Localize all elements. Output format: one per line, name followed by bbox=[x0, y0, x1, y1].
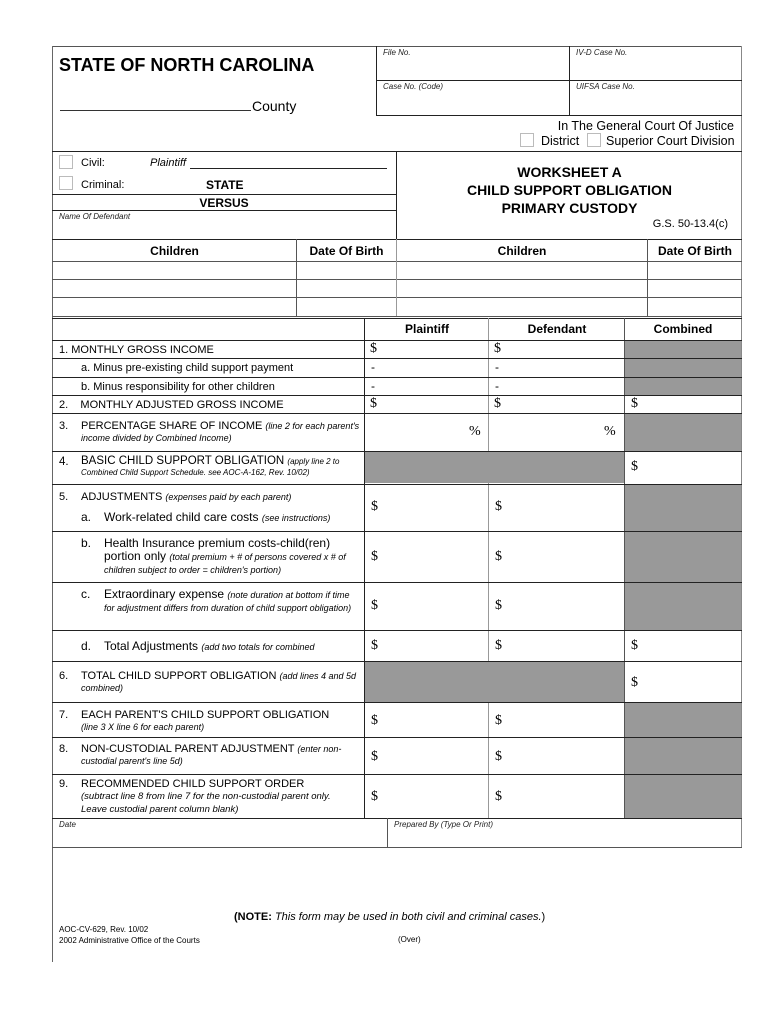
row-line bbox=[52, 661, 742, 662]
children-header-1: Children bbox=[150, 244, 199, 258]
children-header-2: Children bbox=[497, 244, 547, 258]
row-1a-defendant-input[interactable] bbox=[506, 361, 620, 375]
children-col-2 bbox=[396, 239, 397, 316]
row-line bbox=[52, 358, 742, 359]
row-1b-plaintiff-input[interactable] bbox=[382, 379, 484, 393]
combined-shade-7-9 bbox=[625, 702, 741, 818]
row-1-defendant-input[interactable] bbox=[506, 342, 620, 356]
row-5c-plaintiff-dollar: $ bbox=[371, 598, 378, 613]
county-underline bbox=[60, 110, 251, 111]
row-4-combined-dollar: $ bbox=[631, 459, 638, 474]
ivd-case-input[interactable] bbox=[576, 60, 736, 76]
row-1-label bbox=[59, 344, 214, 356]
row-5-label bbox=[59, 491, 292, 503]
footer-note-text: This form may be used in both civil and criminal cases. bbox=[271, 911, 542, 923]
combined-shade-1 bbox=[625, 340, 741, 396]
criminal-label: Criminal: bbox=[81, 179, 125, 191]
row-5-num: 5. bbox=[59, 491, 69, 503]
row-5d-note: (add two totals for combined bbox=[201, 642, 315, 652]
defendant-name-label: Name Of Defendant bbox=[59, 212, 131, 221]
title-line2: CHILD SUPPORT OBLIGATION bbox=[466, 182, 673, 198]
row-line bbox=[52, 702, 742, 703]
combined-col-header: Combined bbox=[653, 322, 713, 336]
footer-note-close: ) bbox=[541, 911, 546, 923]
row-2-combined-dollar: $ bbox=[631, 396, 638, 411]
row-4-combined-input[interactable] bbox=[643, 460, 737, 476]
row-6-note: (add lines 4 and 5d combined) bbox=[81, 671, 357, 693]
row-5c-label bbox=[81, 587, 361, 613]
child-name-input[interactable] bbox=[400, 299, 644, 314]
ws-col-line-2 bbox=[488, 318, 489, 818]
row-5c-plaintiff-input[interactable] bbox=[383, 599, 484, 615]
worksheet-title bbox=[397, 163, 742, 217]
row-5a-defendant-dollar: $ bbox=[495, 499, 502, 514]
row-1-plaintiff-input[interactable] bbox=[382, 342, 484, 356]
row-7-text: EACH PARENT'S CHILD SUPPORT OBLIGATION bbox=[81, 709, 330, 721]
superior-label: Superior Court Division bbox=[606, 134, 735, 148]
row-5b-plaintiff-dollar: $ bbox=[371, 549, 378, 564]
versus-bottom-line bbox=[52, 210, 396, 211]
case-code-input[interactable] bbox=[383, 94, 563, 110]
ws-col-line-1 bbox=[364, 318, 365, 818]
row-5d-combined-dollar: $ bbox=[631, 638, 638, 653]
child-dob-input[interactable] bbox=[300, 263, 392, 278]
versus-top-line bbox=[52, 194, 396, 195]
form-id: AOC-CV-629, Rev. 10/02 bbox=[59, 925, 149, 934]
uifsa-case-input[interactable] bbox=[576, 94, 736, 110]
uifsa-case-label: UIFSA Case No. bbox=[576, 82, 635, 91]
children-row-line-3 bbox=[52, 297, 742, 298]
copyright: 2002 Administrative Office of the Courts bbox=[59, 936, 200, 945]
plaintiff-label: Plaintiff bbox=[150, 157, 187, 169]
plaintiff-col-header: Plaintiff bbox=[405, 322, 449, 336]
row-line bbox=[52, 582, 742, 583]
row-8-note: (enter non-custodial parent's line 5d) bbox=[81, 744, 342, 766]
row-1b-num: b. bbox=[81, 381, 91, 393]
row-2-defendant-input[interactable] bbox=[506, 397, 620, 411]
district-checkbox[interactable] bbox=[520, 133, 534, 147]
row-3-label bbox=[59, 420, 360, 443]
file-no-label: File No. bbox=[383, 48, 411, 57]
row-4-note: (apply line 2 to Combined Child Support Schedule. see AOC-A-162, Rev. 10/02) bbox=[81, 457, 340, 477]
ivd-case-label: IV-D Case No. bbox=[576, 48, 628, 57]
case-box-bottom-line bbox=[376, 115, 742, 116]
row-5c-note: (note duration at bottom if time for adjustment differs from duration of child support obligation) bbox=[104, 590, 352, 613]
ws-col-line-3 bbox=[624, 318, 625, 818]
row-1b-defendant-input[interactable] bbox=[506, 379, 620, 393]
row-1b-label bbox=[81, 381, 275, 393]
plaintiff-input[interactable] bbox=[190, 155, 386, 168]
row-5c-defendant-input[interactable] bbox=[507, 599, 620, 615]
row-1-num: 1. bbox=[59, 344, 69, 356]
row-1a-num: a. bbox=[81, 362, 91, 374]
row-line bbox=[52, 630, 742, 631]
row-5b-defendant-dollar: $ bbox=[495, 549, 502, 564]
row-5d-plaintiff-dollar: $ bbox=[371, 638, 378, 653]
row-7-plaintiff-input[interactable] bbox=[383, 714, 484, 730]
row-5d-text: Total Adjustments bbox=[104, 639, 199, 653]
child-name-input[interactable] bbox=[56, 281, 292, 296]
civil-checkbox[interactable] bbox=[59, 155, 73, 169]
civil-label: Civil: bbox=[81, 157, 105, 169]
versus-label: VERSUS bbox=[199, 196, 249, 210]
row-9-num: 9. bbox=[59, 778, 69, 790]
row-5d-label bbox=[81, 639, 315, 653]
row-7-num: 7. bbox=[59, 709, 69, 721]
row-5d-num: d. bbox=[81, 639, 92, 653]
row-8-defendant-dollar: $ bbox=[495, 749, 502, 764]
row-5a-label bbox=[81, 510, 331, 524]
state-title: STATE OF NORTH CAROLINA bbox=[59, 55, 315, 75]
row-5b-plaintiff-input[interactable] bbox=[383, 550, 484, 566]
row-5c-num: c. bbox=[81, 587, 91, 601]
row-5a-defendant-input[interactable] bbox=[507, 500, 620, 516]
statute-label: G.S. 50-13.4(c) bbox=[652, 218, 728, 230]
row-9-defendant-dollar: $ bbox=[495, 789, 502, 804]
row-5a-text: Work-related child care costs bbox=[104, 510, 259, 524]
child-name-input[interactable] bbox=[400, 281, 644, 296]
row-line bbox=[52, 340, 742, 341]
row-9-label bbox=[59, 778, 364, 815]
row-line bbox=[52, 377, 742, 378]
row-1a-plaintiff-minus: - bbox=[371, 360, 375, 374]
parties-top-line bbox=[52, 151, 742, 152]
row-6-combined-dollar: $ bbox=[631, 675, 638, 690]
row-5-text: ADJUSTMENTS bbox=[81, 491, 163, 503]
row-1b-plaintiff-minus: - bbox=[371, 379, 375, 393]
left-border bbox=[52, 46, 53, 962]
child-name-input[interactable] bbox=[400, 263, 644, 278]
row-5b-label bbox=[81, 536, 361, 575]
row-3-defendant-percent: % bbox=[604, 424, 616, 439]
plaintiff-underline bbox=[190, 168, 387, 169]
row-line bbox=[52, 818, 742, 819]
date-label: Date bbox=[59, 820, 76, 829]
row-5a-plaintiff-input[interactable] bbox=[383, 500, 484, 516]
court-title: In The General Court Of Justice bbox=[557, 119, 734, 133]
row-5d-plaintiff-input[interactable] bbox=[383, 639, 484, 655]
row-1a-defendant-minus: - bbox=[495, 360, 499, 374]
row-4-text: BASIC CHILD SUPPORT OBLIGATION bbox=[81, 455, 285, 467]
row-6-label bbox=[59, 670, 359, 693]
child-dob-input[interactable] bbox=[651, 281, 739, 296]
row-1a-label bbox=[81, 362, 293, 374]
parties-shade-4 bbox=[365, 451, 625, 483]
footer-form-info bbox=[59, 924, 200, 946]
row-line bbox=[52, 484, 742, 485]
row-2-num: 2. bbox=[59, 399, 69, 411]
row-line bbox=[52, 395, 742, 396]
row-2-defendant-dollar: $ bbox=[494, 396, 501, 411]
title-line1: WORKSHEET A bbox=[517, 164, 622, 180]
parties-shade-6 bbox=[365, 662, 625, 702]
row-2-label bbox=[59, 399, 284, 411]
prepared-by-label: Prepared By (Type Or Print) bbox=[394, 820, 493, 829]
row-5c-text: Extraordinary expense bbox=[104, 587, 225, 601]
row-5a-num: a. bbox=[81, 510, 92, 524]
row-3-text: PERCENTAGE SHARE OF INCOME bbox=[81, 420, 263, 432]
row-5d-defendant-input[interactable] bbox=[507, 639, 620, 655]
row-5c-defendant-dollar: $ bbox=[495, 598, 502, 613]
row-line bbox=[52, 451, 742, 452]
row-1-defendant-dollar: $ bbox=[494, 341, 501, 356]
row-3-plaintiff-input[interactable] bbox=[370, 424, 465, 440]
dob-header-2: Date Of Birth bbox=[657, 244, 732, 258]
row-4-num: 4. bbox=[59, 456, 69, 468]
file-no-input[interactable] bbox=[383, 60, 563, 76]
defendant-name-input[interactable] bbox=[59, 223, 389, 237]
footer-note-bold: (NOTE: bbox=[234, 911, 272, 923]
row-7-label bbox=[59, 709, 364, 732]
children-row-line-1 bbox=[52, 261, 742, 262]
ws-top-line bbox=[52, 318, 742, 319]
row-9-plaintiff-input[interactable] bbox=[383, 790, 484, 806]
date-prepared-divider bbox=[387, 818, 388, 847]
row-7-note: (line 3 X line 6 for each parent) bbox=[81, 722, 205, 732]
title-line3: PRIMARY CUSTODY bbox=[501, 200, 638, 216]
child-dob-input[interactable] bbox=[651, 263, 739, 278]
row-3-plaintiff-percent: % bbox=[469, 424, 481, 439]
row-2-combined-input[interactable] bbox=[643, 397, 737, 411]
combined-shade-3 bbox=[625, 414, 741, 451]
row-7-defendant-input[interactable] bbox=[507, 714, 620, 730]
row-5-note: (expenses paid by each parent) bbox=[165, 492, 292, 502]
row-1a-plaintiff-input[interactable] bbox=[382, 361, 484, 375]
row-3-note: (line 2 for each parent's income divided by Combined Income) bbox=[81, 421, 360, 443]
row-8-plaintiff-input[interactable] bbox=[383, 750, 484, 766]
state-label: STATE bbox=[206, 178, 244, 192]
row-6-text: TOTAL CHILD SUPPORT OBLIGATION bbox=[81, 670, 277, 682]
row-9-plaintiff-dollar: $ bbox=[371, 789, 378, 804]
combined-shade-5 bbox=[625, 484, 741, 631]
row-5a-plaintiff-dollar: $ bbox=[371, 499, 378, 514]
top-border bbox=[52, 46, 742, 47]
child-name-input[interactable] bbox=[56, 263, 292, 278]
row-3-num: 3. bbox=[59, 420, 69, 432]
superior-checkbox[interactable] bbox=[587, 133, 601, 147]
row-line bbox=[52, 774, 742, 775]
row-9-note: (subtract line 8 from line 7 for the non-custodial parent only. Leave custodial parent column blank) bbox=[81, 791, 331, 815]
row-9-text: RECOMMENDED CHILD SUPPORT ORDER bbox=[81, 778, 305, 790]
signature-bottom-line bbox=[52, 847, 742, 848]
row-1b-text: Minus responsibility for other children bbox=[93, 381, 275, 393]
row-line bbox=[52, 413, 742, 414]
row-line bbox=[52, 737, 742, 738]
row-1-text: MONTHLY GROSS INCOME bbox=[71, 344, 214, 356]
row-line bbox=[52, 531, 742, 532]
row-6-num: 6. bbox=[59, 670, 69, 682]
case-code-label: Case No. (Code) bbox=[383, 82, 444, 91]
row-5b-num: b. bbox=[81, 536, 92, 550]
row-5d-defendant-dollar: $ bbox=[495, 638, 502, 653]
child-dob-input[interactable] bbox=[300, 281, 392, 296]
row-3-defendant-input[interactable] bbox=[494, 424, 602, 440]
row-7-defendant-dollar: $ bbox=[495, 713, 502, 728]
footer-note bbox=[234, 911, 545, 923]
row-8-label bbox=[59, 743, 364, 766]
defendant-col-header: Defendant bbox=[527, 322, 587, 336]
row-8-text: NON-CUSTODIAL PARENT ADJUSTMENT bbox=[81, 743, 295, 755]
criminal-checkbox[interactable] bbox=[59, 176, 73, 190]
date-input[interactable] bbox=[59, 830, 381, 845]
row-2-text: MONTHLY ADJUSTED GROSS INCOME bbox=[80, 399, 284, 411]
children-col-1 bbox=[296, 239, 297, 316]
prepared-by-input[interactable] bbox=[394, 830, 736, 845]
row-1b-defendant-minus: - bbox=[495, 379, 499, 393]
child-dob-input[interactable] bbox=[651, 299, 739, 314]
row-8-defendant-input[interactable] bbox=[507, 750, 620, 766]
row-7-plaintiff-dollar: $ bbox=[371, 713, 378, 728]
county-label: County bbox=[252, 98, 297, 114]
child-name-input[interactable] bbox=[56, 299, 292, 314]
child-dob-input[interactable] bbox=[300, 299, 392, 314]
row-6-combined-input[interactable] bbox=[643, 676, 737, 692]
row-5a-note: (see instructions) bbox=[261, 513, 331, 523]
children-col-3 bbox=[647, 239, 648, 316]
district-label: District bbox=[541, 134, 580, 148]
row-5d-combined-input[interactable] bbox=[643, 639, 737, 655]
row-2-plaintiff-input[interactable] bbox=[382, 397, 484, 411]
row-2-plaintiff-dollar: $ bbox=[370, 396, 377, 411]
row-4-label bbox=[59, 455, 359, 477]
children-row-line-2 bbox=[52, 279, 742, 280]
dob-header-1: Date Of Birth bbox=[309, 244, 384, 258]
row-9-defendant-input[interactable] bbox=[507, 790, 620, 806]
row-8-plaintiff-dollar: $ bbox=[371, 749, 378, 764]
children-row-line-4 bbox=[52, 316, 742, 317]
row-5b-defendant-input[interactable] bbox=[507, 550, 620, 566]
row-8-num: 8. bbox=[59, 743, 69, 755]
over-label: (Over) bbox=[398, 935, 421, 944]
case-box-mid-line bbox=[376, 80, 742, 81]
children-top-line bbox=[52, 239, 742, 240]
row-1-plaintiff-dollar: $ bbox=[370, 341, 377, 356]
row-5b-text: Health Insurance premium costs-child(ren) portion only bbox=[104, 536, 331, 563]
row-5b-note: (total premium + # of persons covered x # of children subject to order = children's portion) bbox=[104, 552, 346, 575]
county-input[interactable] bbox=[60, 96, 250, 110]
row-1a-text: Minus pre-existing child support payment bbox=[93, 362, 294, 374]
